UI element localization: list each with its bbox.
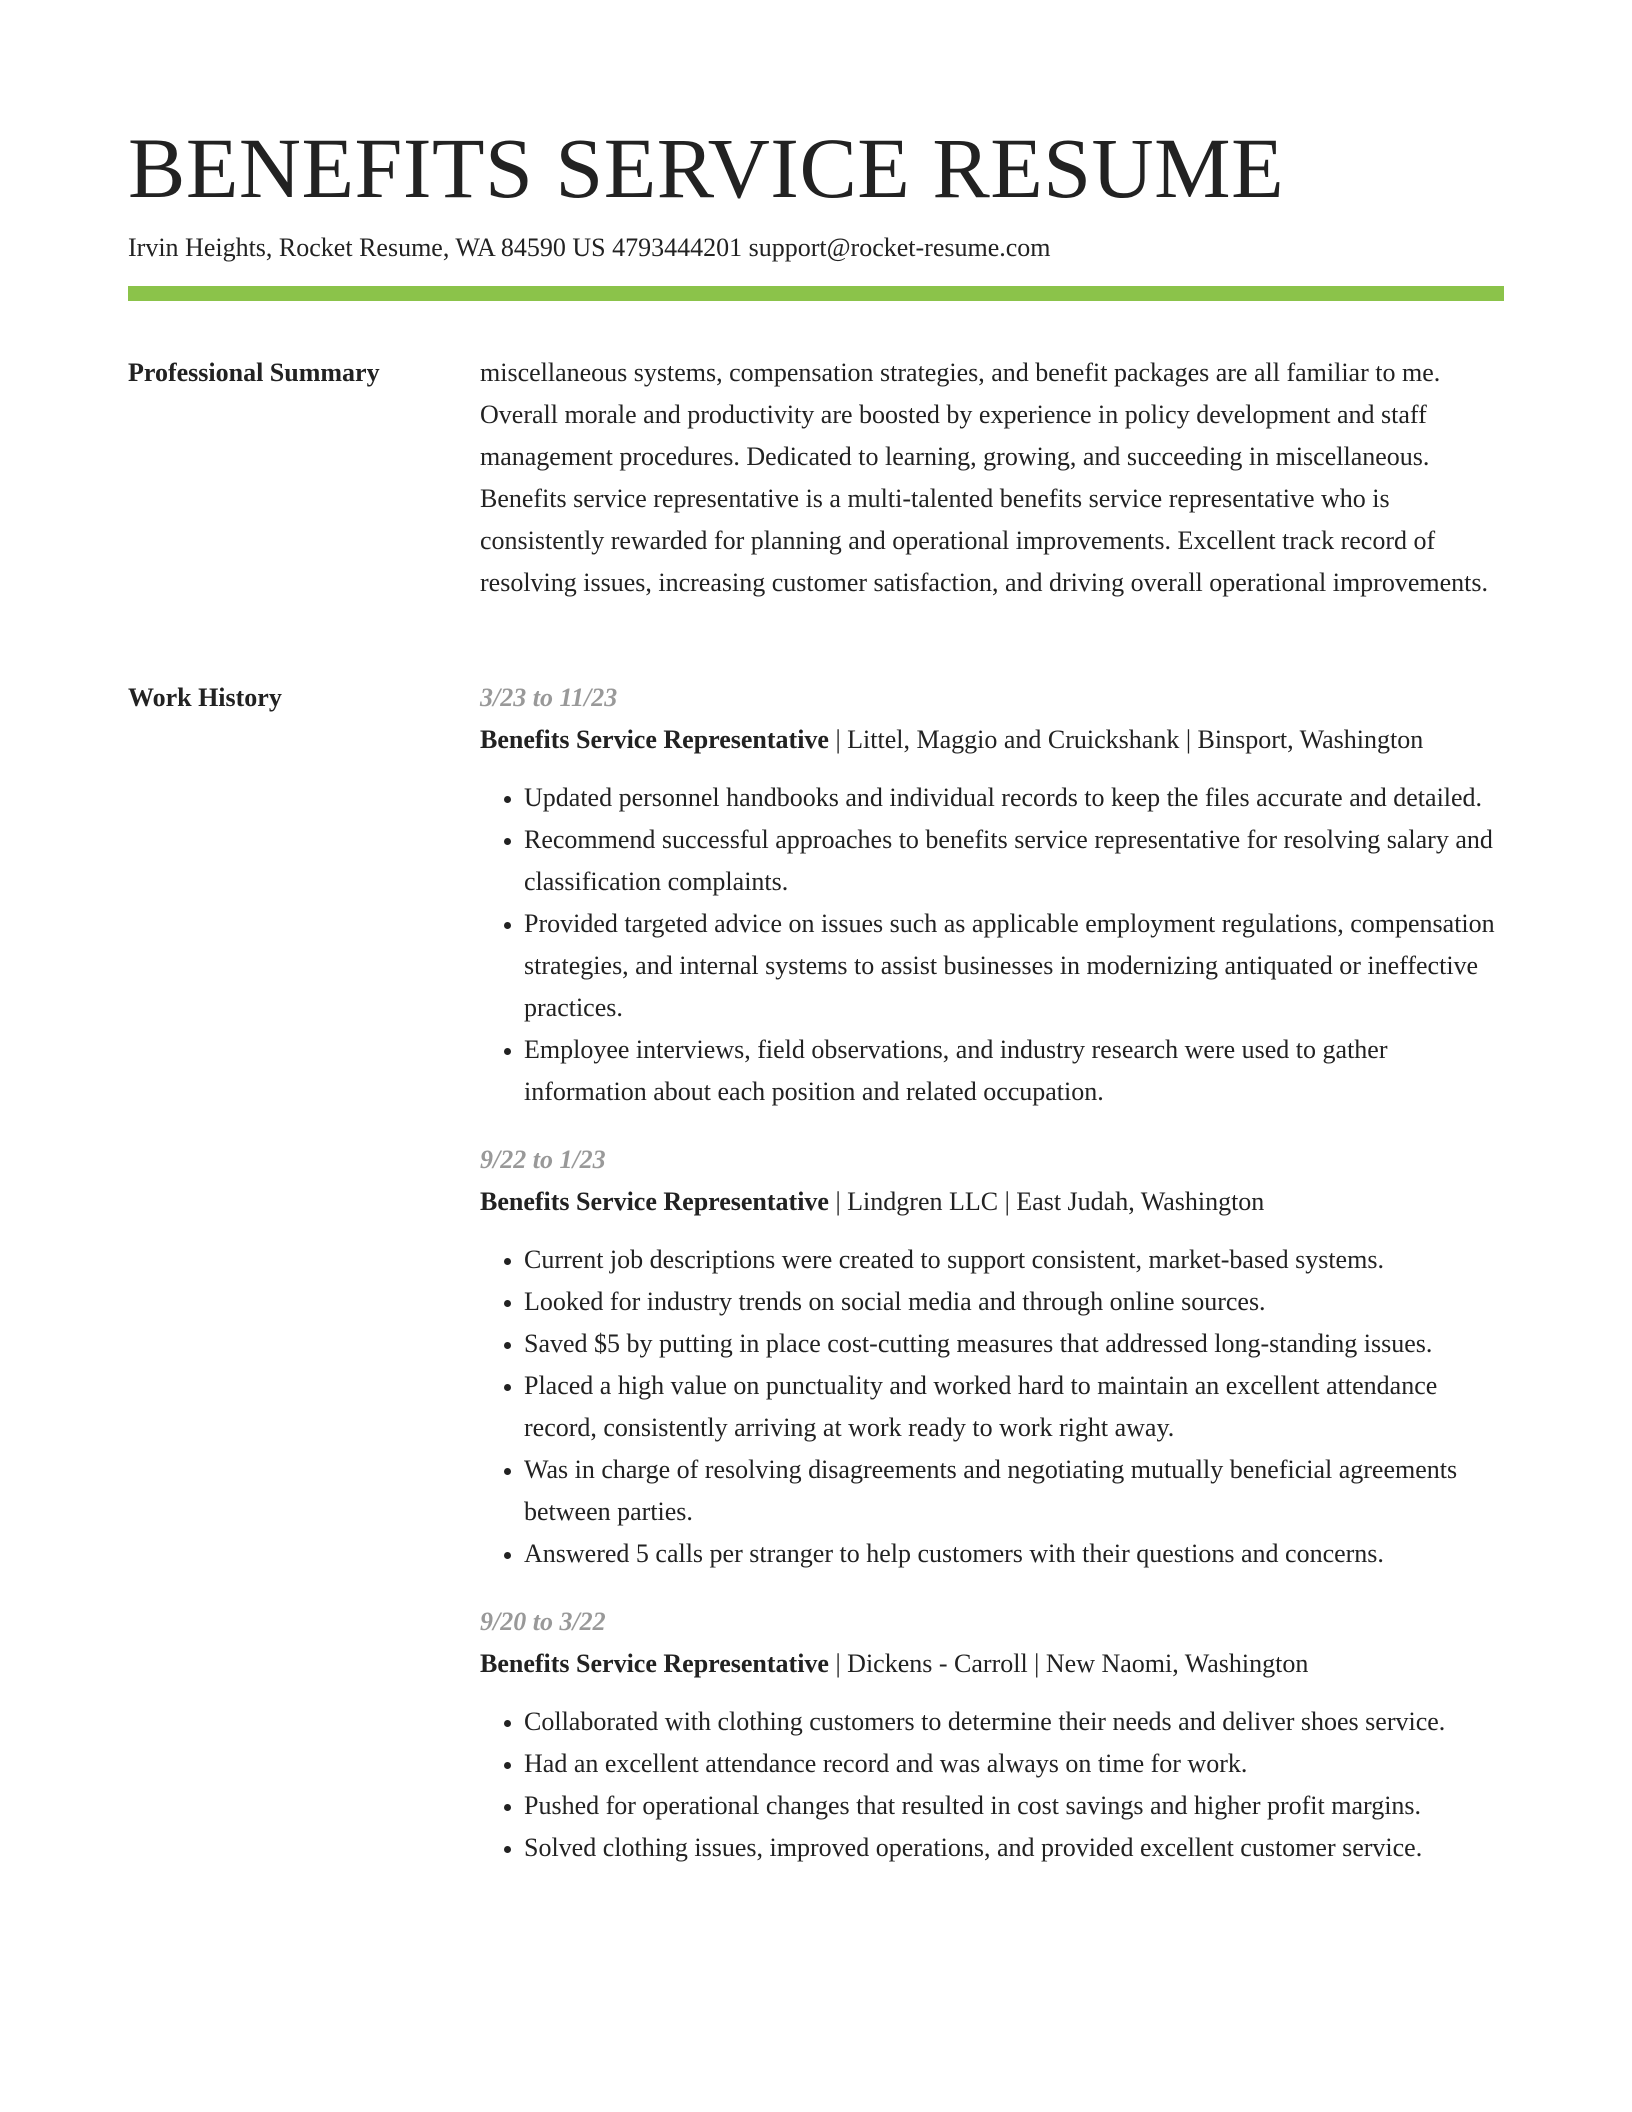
contact-line: Irvin Heights, Rocket Resume, WA 84590 US 4793444201 support@rocket-resume.com (128, 233, 1051, 262)
job-header (480, 1181, 1504, 1223)
job-bullet: • Current job descriptions were created to support consistent, market-based systems. (524, 1239, 1504, 1281)
job-bullet-list (480, 1701, 1504, 1869)
job-bullet: • Solved clothing issues, improved operations, and provided excellent customer service. (524, 1827, 1504, 1869)
work-history-body (480, 677, 1504, 1895)
job-employer-details: | Lindgren LLC | East Judah, Washington (828, 1187, 1265, 1216)
job-header (480, 1643, 1504, 1685)
job-dates: 3/23 to 11/23 (480, 683, 618, 712)
accent-divider (128, 286, 1504, 301)
job-dates: 9/22 to 1/23 (480, 1145, 606, 1174)
job-entry (480, 1139, 1504, 1575)
summary-body (480, 352, 1504, 604)
job-employer-details: | Dickens - Carroll | New Naomi, Washington (828, 1649, 1309, 1678)
job-bullet: • Updated personnel handbooks and individual records to keep the files accurate and detailed. (524, 777, 1504, 819)
resume-title: BENEFITS SERVICE RESUME (128, 120, 1285, 216)
work-history-heading: Work History (128, 683, 282, 712)
summary-heading: Professional Summary (128, 358, 380, 387)
job-title: Benefits Service Representative (480, 1187, 829, 1216)
job-bullet: • Placed a high value on punctuality and worked hard to maintain an excellent attendance record, consistently arriving at work ready to work right away. (524, 1365, 1504, 1449)
job-bullet: • Pushed for operational changes that resulted in cost savings and higher profit margins. (524, 1785, 1504, 1827)
job-bullet: • Collaborated with clothing customers to determine their needs and deliver shoes service. (524, 1701, 1504, 1743)
job-bullet: • Had an excellent attendance record and was always on time for work. (524, 1743, 1504, 1785)
job-dates: 9/20 to 3/22 (480, 1607, 606, 1636)
job-entry (480, 677, 1504, 1113)
job-bullet: • Was in charge of resolving disagreements and negotiating mutually beneficial agreements between parties. (524, 1449, 1504, 1533)
job-bullet: • Answered 5 calls per stranger to help customers with their questions and concerns. (524, 1533, 1504, 1575)
job-bullet-list (480, 1239, 1504, 1575)
job-bullet-list (480, 777, 1504, 1113)
job-bullet: • Provided targeted advice on issues such as applicable employment regulations, compensation strategies, and internal systems to assist businesses in modernizing antiquated or ineffective practices. (524, 903, 1504, 1029)
job-entry (480, 1601, 1504, 1869)
job-bullet: • Looked for industry trends on social media and through online sources. (524, 1281, 1504, 1323)
job-bullet: • Recommend successful approaches to benefits service representative for resolving salary and classification complaints. (524, 819, 1504, 903)
job-title: Benefits Service Representative (480, 1649, 829, 1678)
summary-text: miscellaneous systems, compensation strategies, and benefit packages are all familiar to me. Overall morale and productivity are boosted by experience in policy development and staff management procedures. Dedicated to learning, growing, and succeeding in miscellaneous. Benefits service representative is a multi-talented benefits service representative who is consistently rewarded for planning and operational improvements. Excellent track record of resolving issues, increasing customer satisfaction, and driving overall operational improvements. (480, 358, 1488, 597)
job-title: Benefits Service Representative (480, 725, 829, 754)
job-bullet: • Saved $5 by putting in place cost-cutting measures that addressed long-standing issues. (524, 1323, 1504, 1365)
job-header (480, 719, 1504, 761)
job-bullet: • Employee interviews, field observations, and industry research were used to gather information about each position and related occupation. (524, 1029, 1504, 1113)
job-employer-details: | Littel, Maggio and Cruickshank | Binsport, Washington (828, 725, 1424, 754)
